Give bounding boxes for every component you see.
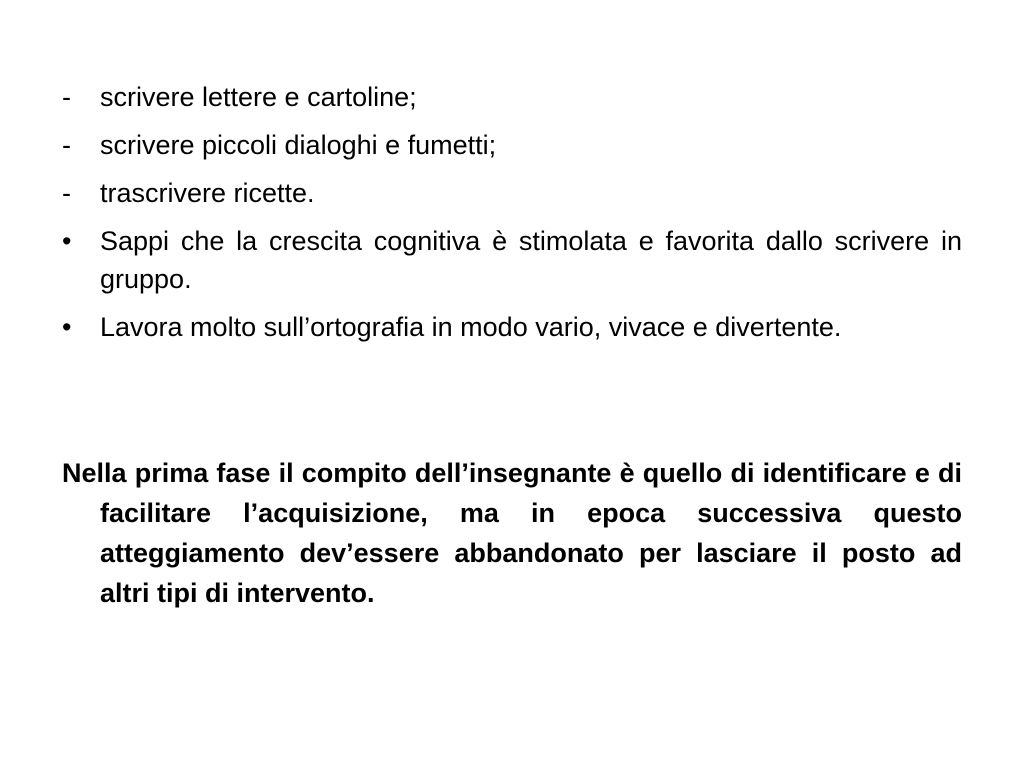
list-item [62,78,962,116]
list-item-text: scrivere lettere e cartoline; [100,82,417,112]
list-item-text: scrivere piccoli dialoghi e fumetti; [100,130,497,160]
list-item-text: Lavora molto sull’ortografia in modo vario, vivace e divertente. [100,312,842,342]
list-item-text: trascrivere ricette. [100,178,315,208]
list-item [62,126,962,164]
bullet-marker: • [62,226,72,256]
dash-marker: - [62,178,71,208]
bullet-marker: • [62,312,72,342]
list-item [62,222,962,298]
list-item [62,174,962,212]
bullet-list [62,78,962,356]
list-item-text: Sappi che la crescita cognitiva è stimolata e favorita dallo scrivere in gruppo. [100,226,962,294]
list-item [62,308,962,346]
bold-paragraph: Nella prima fase il compito dell’insegnante è quello di identificare e di facilitare l’acquisizione, ma in epoca successiva questo atteggiamento dev’essere abbandonato per lasciare il posto ad altri tipi di intervento. [62,458,962,608]
dash-marker: - [62,130,71,160]
dash-marker: - [62,82,71,112]
